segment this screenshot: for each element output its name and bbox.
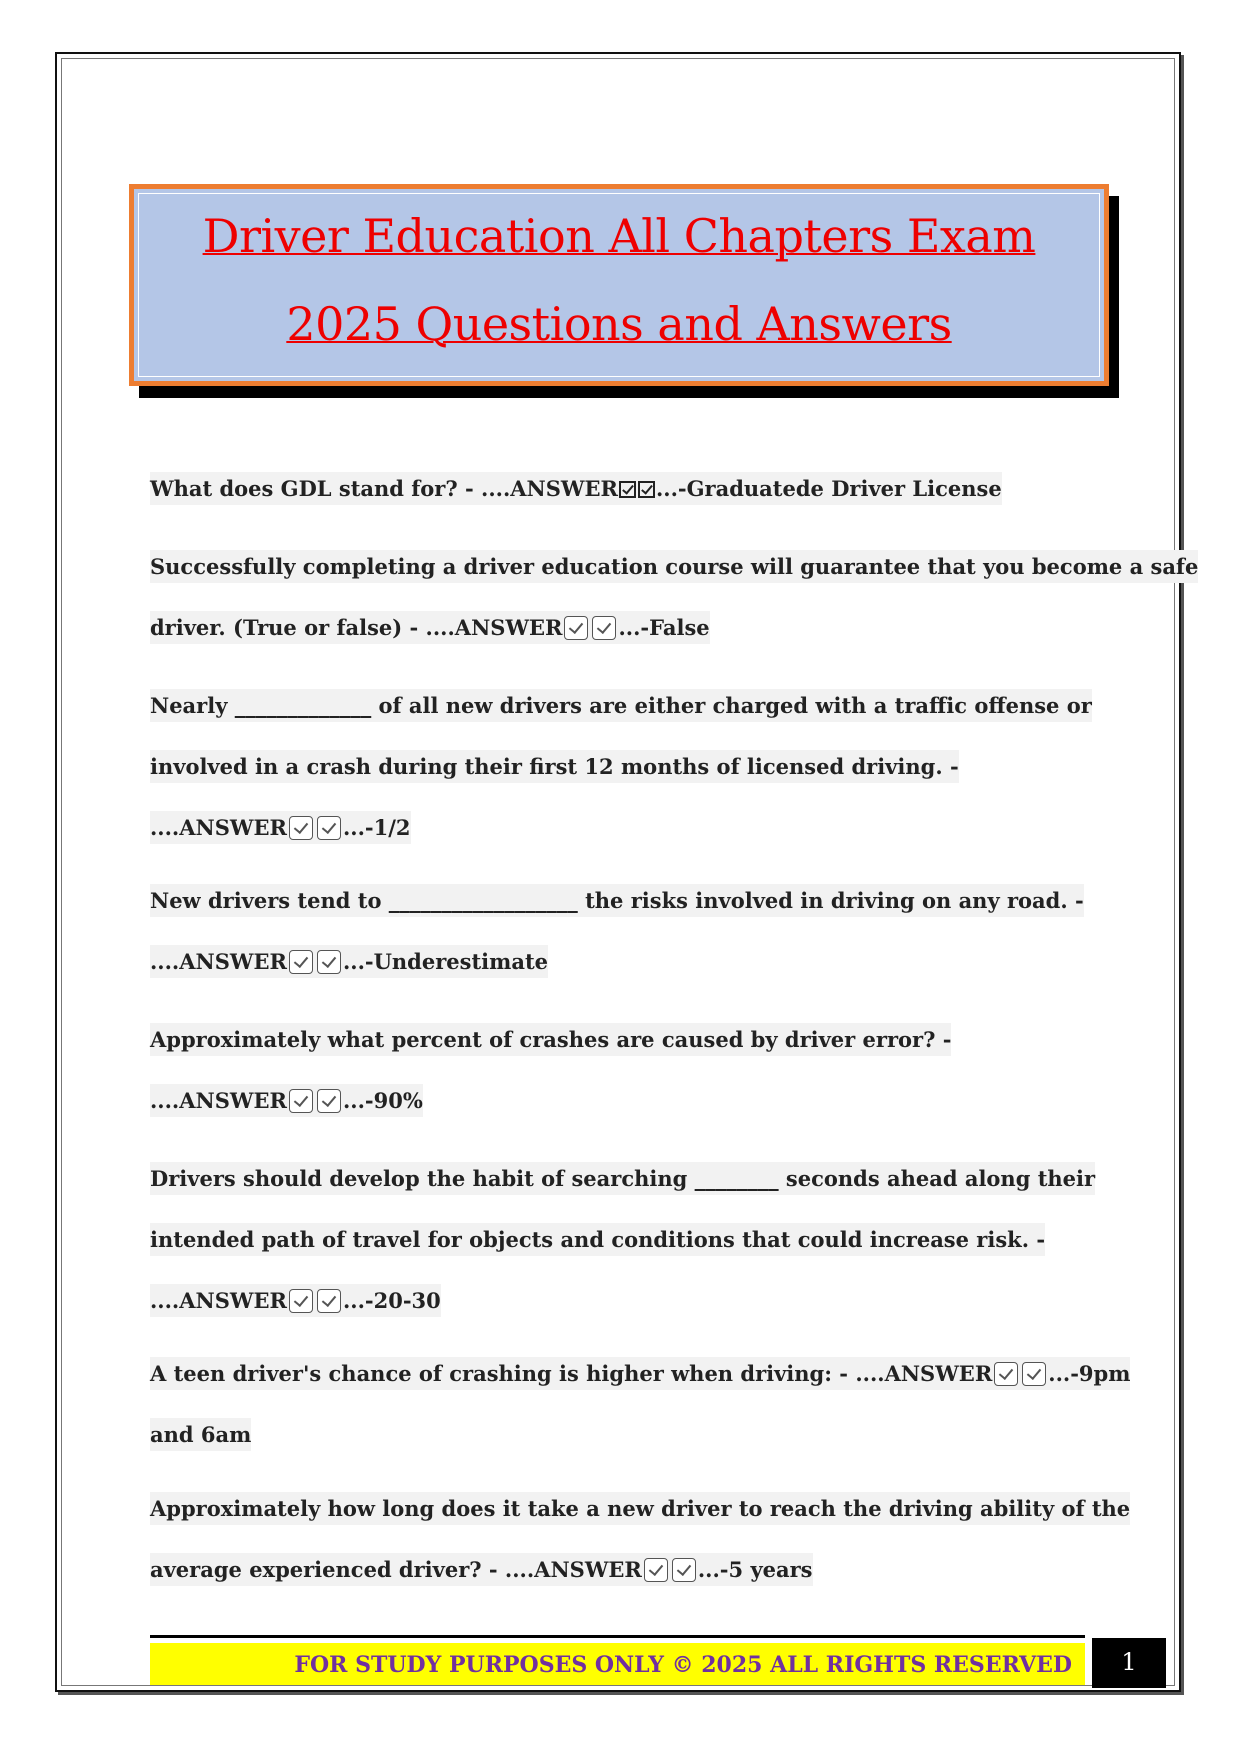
question-text: A teen driver's chance of crashing is higher when driving: - ....ANSWER xyxy=(150,1361,993,1386)
checkmark-icon xyxy=(289,1089,313,1113)
answer-text: ...-90% xyxy=(342,1088,423,1113)
qa-line: New drivers tend to __________________ the risks involved in driving on any road. - xyxy=(150,884,1084,917)
answer-text: ...-False xyxy=(618,615,710,640)
qa-line xyxy=(150,1553,813,1586)
document-title-line-2: 2025 Questions and Answers xyxy=(286,297,952,351)
qa-line xyxy=(150,811,411,844)
question-text: driver. (True or false) - ....ANSWER xyxy=(150,615,563,640)
question-text: average experienced driver? - ....ANSWER xyxy=(150,1557,642,1582)
checkmark-icon xyxy=(638,481,655,498)
question-text: ....ANSWER xyxy=(150,1088,287,1113)
checkmark-icon xyxy=(564,616,588,640)
qa-line xyxy=(150,1084,423,1117)
qa-item xyxy=(150,870,1090,992)
answer-text: ...-9pm xyxy=(1048,1361,1131,1386)
qa-line: Nearly _____________ of all new drivers are either charged with a traffic offense or xyxy=(150,689,1092,722)
checkmark-icon xyxy=(994,1362,1018,1386)
qa-item xyxy=(150,1009,1090,1131)
qa-line xyxy=(150,1357,1130,1390)
qa-line xyxy=(150,1284,441,1317)
qa-line: Successfully completing a driver education course will guarantee that you become a safe xyxy=(150,550,1198,583)
answer-text: ...-1/2 xyxy=(342,815,411,840)
qa-item xyxy=(150,536,1199,658)
answer-text: ...-5 years xyxy=(697,1557,813,1582)
qa-item xyxy=(150,1478,1131,1600)
checkmark-icon xyxy=(289,950,313,974)
checkmark-icon xyxy=(317,816,341,840)
qa-line xyxy=(150,472,1002,505)
footer-band xyxy=(150,1643,1085,1685)
qa-item xyxy=(150,458,1090,519)
qa-item xyxy=(150,1343,1131,1465)
document-title-line-1: Driver Education All Chapters Exam xyxy=(202,209,1036,263)
qa-line: involved in a crash during their first 12 months of licensed driving. - xyxy=(150,750,959,783)
page-number: 1 xyxy=(1092,1638,1166,1688)
qa-line: Drivers should develop the habit of searching ________ seconds ahead along their xyxy=(150,1162,1095,1195)
answer-text: ...-20-30 xyxy=(342,1288,441,1313)
qa-item xyxy=(150,1148,1096,1331)
qa-item xyxy=(150,675,1090,858)
qa-line: intended path of travel for objects and conditions that could increase risk. - xyxy=(150,1223,1045,1256)
question-text: What does GDL stand for? - ....ANSWER xyxy=(150,476,618,501)
checkmark-icon xyxy=(317,1289,341,1313)
checkmark-icon xyxy=(619,481,636,498)
question-text: ....ANSWER xyxy=(150,815,287,840)
checkmark-icon xyxy=(289,816,313,840)
answer-text: ...-Graduatede Driver License xyxy=(655,476,1002,501)
footer-text: FOR STUDY PURPOSES ONLY © 2025 ALL RIGHTS RESERVED xyxy=(294,1652,1072,1678)
checkmark-icon xyxy=(1022,1362,1046,1386)
qa-line xyxy=(150,945,548,978)
qa-line xyxy=(150,611,710,644)
qa-line: Approximately what percent of crashes are caused by driver error? - xyxy=(150,1023,951,1056)
checkmark-icon xyxy=(592,616,616,640)
question-text: ....ANSWER xyxy=(150,949,287,974)
checkmark-icon xyxy=(317,950,341,974)
qa-line: and 6am xyxy=(150,1418,251,1451)
checkmark-icon xyxy=(317,1089,341,1113)
answer-text: ...-Underestimate xyxy=(342,949,549,974)
checkmark-icon xyxy=(672,1558,696,1582)
footer-rule xyxy=(150,1635,1085,1638)
question-text: ....ANSWER xyxy=(150,1288,287,1313)
qa-line: Approximately how long does it take a new driver to reach the driving ability of the xyxy=(150,1492,1130,1525)
checkmark-icon xyxy=(289,1289,313,1313)
title-box xyxy=(129,184,1109,386)
checkmark-icon xyxy=(644,1558,668,1582)
